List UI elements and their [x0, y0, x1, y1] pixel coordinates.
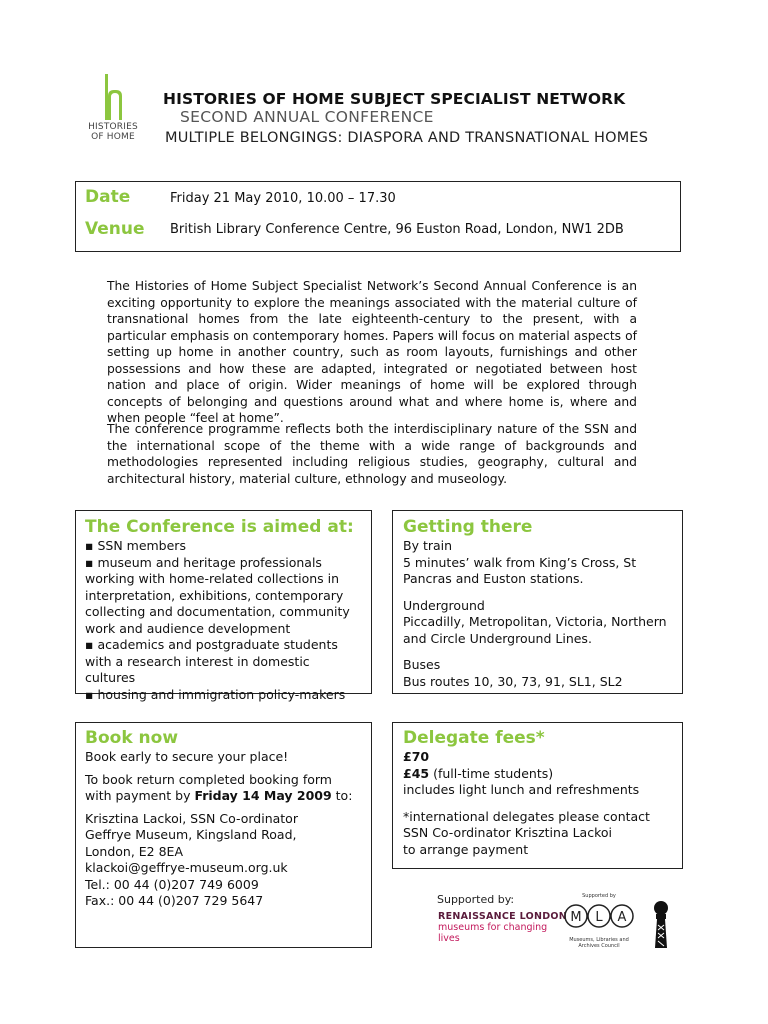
- address-line-1: Geffrye Museum, Kingsland Road,: [85, 827, 297, 842]
- international-note-2: SSN Co-ordinator Krisztina Lackoi: [403, 825, 612, 840]
- mla-supported-by: Supported by: [582, 893, 616, 899]
- conference-subtitle: SECOND ANNUAL CONFERENCE: [180, 108, 434, 126]
- book-now-heading: Book now: [85, 728, 179, 748]
- delegate-fees-heading: Delegate fees*: [403, 728, 545, 748]
- student-fee-note: (full-time students): [429, 765, 554, 781]
- contact-telephone: Tel.: 00 44 (0)207 749 6009: [85, 876, 259, 892]
- aimed-at-item: ▪ SSN members: [85, 538, 186, 553]
- renaissance-line2: museums for changing lives: [438, 922, 548, 944]
- fee-includes: includes light lunch and refreshments: [403, 782, 640, 797]
- venue-value: British Library Conference Centre, 96 Euston Road, London, NW1 2DB: [170, 222, 624, 237]
- aimed-at-heading: The Conference is aimed at:: [85, 517, 354, 537]
- mla-line1: Museums, Libraries and: [569, 937, 629, 943]
- contact-fax: Fax.: 00 44 (0)207 729 5647: [85, 893, 264, 908]
- international-note-1: *international delegates please contact: [403, 808, 650, 824]
- tower-logo-icon: [648, 900, 674, 950]
- train-label: By train: [403, 538, 453, 553]
- aimed-at-item: ▪ academics and postgraduate students with a research interest in domestic cultures: [85, 637, 338, 685]
- aimed-at-item: ▪ museum and heritage professionals working with home-related collections in interpretation, exhibitions, contemporary collecting and documentation, community work and audience development: [85, 554, 350, 636]
- standard-fee-amount: £70: [403, 749, 430, 764]
- booking-instructions: [85, 772, 362, 805]
- booking-instructions-end: to:: [331, 788, 353, 803]
- buses-label: Buses: [403, 657, 441, 672]
- mla-line2: Archives Council: [578, 943, 620, 949]
- underground-label: Underground: [403, 597, 485, 613]
- histories-of-home-logo: [78, 72, 148, 152]
- logo-text-line2: OF HOME: [91, 132, 135, 142]
- mla-letter: M: [570, 910, 582, 925]
- date-value: Friday 21 May 2010, 10.00 – 17.30: [170, 191, 396, 206]
- delegate-fees-box: [392, 722, 683, 869]
- booking-instructions-text: To book return completed booking form with payment by: [85, 771, 332, 803]
- mla-letter: A: [617, 910, 627, 925]
- aimed-at-item: ▪ housing and immigration policy-makers: [85, 686, 346, 702]
- network-title: HISTORIES OF HOME SUBJECT SPECIALIST NETWORK: [163, 90, 626, 108]
- contact-name: Krisztina Lackoi, SSN Co-ordinator: [85, 810, 298, 826]
- student-fee: [403, 766, 672, 783]
- book-early-text: Book early to secure your place!: [85, 749, 289, 764]
- booking-deadline: Friday 14 May 2009: [194, 788, 332, 803]
- contact-email: klackoi@geffrye-museum.org.uk: [85, 860, 288, 875]
- mla-logo: [562, 893, 636, 949]
- mla-circles-icon: [563, 899, 635, 933]
- renaissance-line1: RENAISSANCE LONDON: [438, 911, 568, 922]
- aimed-at-box: [75, 510, 372, 702]
- student-fee-amount: £45: [403, 765, 430, 781]
- mla-letter: L: [595, 910, 603, 925]
- standard-fee: [403, 749, 672, 766]
- underground-text: Piccadilly, Metropolitan, Victoria, Northern and Circle Underground Lines.: [403, 614, 667, 646]
- international-note-3: to arrange payment: [403, 841, 529, 857]
- house-h-icon: [93, 72, 133, 122]
- renaissance-london-logo: [438, 911, 568, 944]
- date-label: Date: [85, 187, 131, 207]
- intro-paragraph-2: The conference programme reflects both the interdisciplinary nature of the SSN and the international scope of the theme with a wide range of backgrounds and methodologies represented including religious studies, geography, cultural and architectural history, material culture, ethnology and museology.: [107, 422, 637, 486]
- supported-by-label: Supported by:: [437, 893, 515, 906]
- intro-paragraph-1: The Histories of Home Subject Specialist Network’s Second Annual Conference is an exciting opportunity to explore the meanings associated with the material culture of transnational homes from the late eighteenth-century to the present, with a particular emphasis on contemporary homes. Papers will focus on material aspects of setting up home in another country, such as room layouts, furnishings and other possessions and how these are adapted, integrated or negotiated between host nation and place of origin. Wider meanings of home will be explored through concepts of belonging and questions around what and where home is, where and when people “feel at home”.: [107, 279, 637, 425]
- book-now-box: [75, 722, 372, 948]
- logo-text-line1: HISTORIES: [88, 122, 138, 132]
- getting-there-heading: Getting there: [403, 517, 533, 537]
- address-line-2: London, E2 8EA: [85, 843, 183, 859]
- venue-label: Venue: [85, 219, 145, 239]
- date-venue-box: [75, 181, 681, 252]
- buses-text: Bus routes 10, 30, 73, 91, SL1, SL2: [403, 673, 623, 689]
- conference-theme: MULTIPLE BELONGINGS: DIASPORA AND TRANSNATIONAL HOMES: [165, 130, 649, 146]
- train-text: 5 minutes’ walk from King’s Cross, St Pancras and Euston stations.: [403, 554, 637, 586]
- getting-there-box: [392, 510, 683, 694]
